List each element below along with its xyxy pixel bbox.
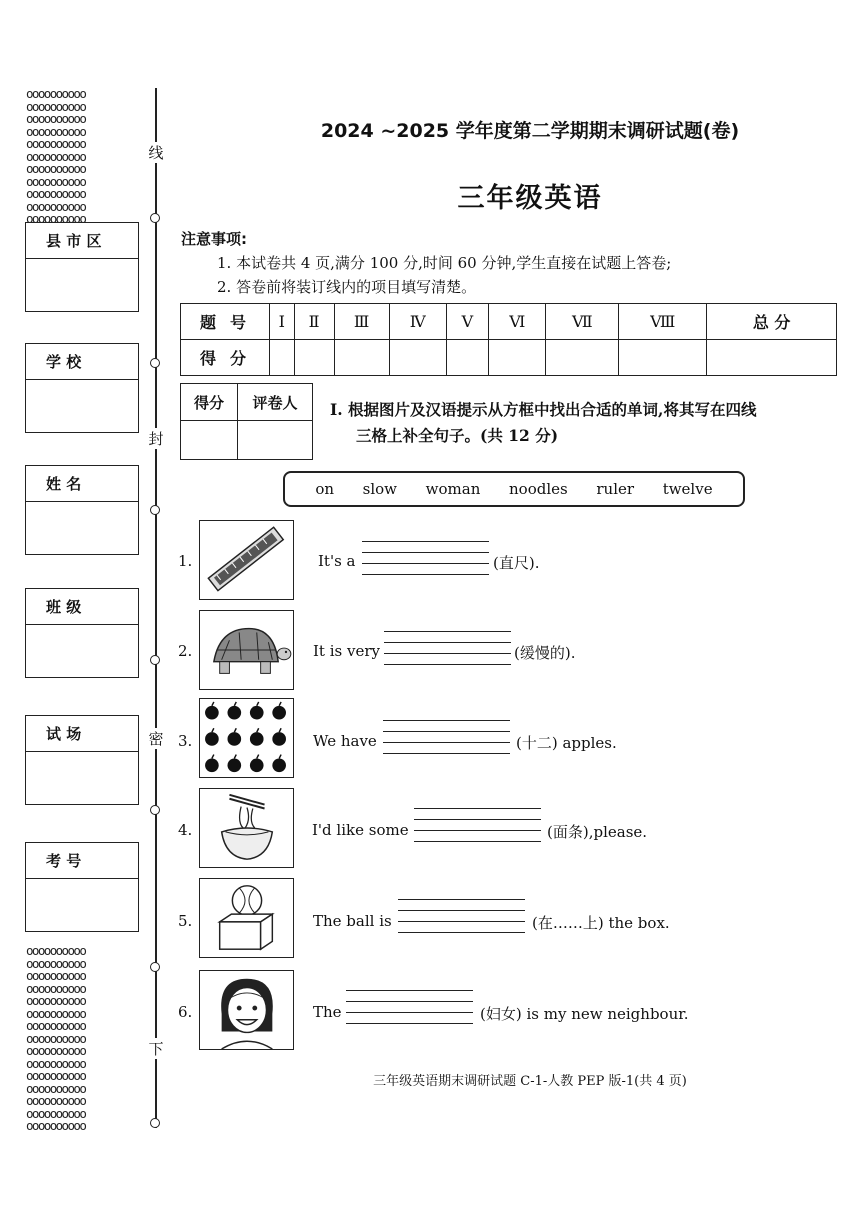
notes-item-2: 2. 答卷前将装订线内的项目填写清楚。	[217, 278, 477, 296]
question-2-text-before: It is very	[313, 642, 380, 660]
question-number: 3.	[178, 732, 193, 750]
question-3-text-before: We have	[313, 732, 377, 750]
noodles-picture	[199, 788, 294, 868]
question-1-text-after: (直尺).	[493, 554, 540, 572]
grader-name-label: 评卷人	[238, 384, 313, 421]
question-5-text-after: (在……上) the box.	[532, 914, 670, 932]
score-cell[interactable]	[546, 340, 619, 376]
binding-marker-mi: 密	[148, 730, 164, 748]
score-table-row2-label: 得分	[181, 340, 270, 376]
notes-item-1: 1. 本试卷共 4 页,满分 100 分,时间 60 分钟,学生直接在试题上答卷;	[217, 254, 672, 272]
answer-lines-5[interactable]	[398, 899, 525, 933]
score-cell[interactable]	[294, 340, 334, 376]
word-bank-item: woman	[425, 480, 481, 498]
word-bank-item: on	[315, 480, 335, 498]
answer-lines-4[interactable]	[414, 808, 541, 842]
score-table-col: Ⅵ	[489, 304, 546, 340]
binding-circle	[150, 505, 160, 515]
ball-on-box-picture	[199, 878, 294, 958]
score-table-total: 总 分	[707, 304, 837, 340]
school-field-box[interactable]	[25, 343, 139, 433]
score-table-col: Ⅲ	[334, 304, 389, 340]
exam-room-field-label: 试 场	[26, 716, 138, 752]
exam-number-field-box[interactable]	[25, 842, 139, 932]
question-4-text-before: I'd like some	[312, 821, 409, 839]
question-number: 1.	[178, 552, 193, 570]
notes-heading: 注意事项:	[181, 230, 247, 248]
decorative-circle-pattern-top: oooooooooo oooooooooo oooooooooo oooooooooo oooooooooo oooooooooo oooooooooo oooooooooo oooooooooo oooooooooo oooooooooo	[26, 86, 86, 226]
grader-table	[180, 383, 313, 460]
question-6-text-before: The	[313, 1003, 342, 1021]
question-1-text-before: It's a	[318, 552, 356, 570]
binding-circle	[150, 1118, 160, 1128]
score-table-col: Ⅰ	[270, 304, 295, 340]
ruler-picture	[199, 520, 294, 600]
binding-circle	[150, 358, 160, 368]
score-table	[180, 303, 837, 376]
score-cell[interactable]	[334, 340, 389, 376]
score-table-col: Ⅱ	[294, 304, 334, 340]
score-cell[interactable]	[707, 340, 837, 376]
word-bank	[283, 471, 745, 507]
score-table-col: Ⅴ	[446, 304, 488, 340]
woman-picture	[199, 970, 294, 1050]
section1-instruction-line1: Ⅰ. 根据图片及汉语提示从方框中找出合适的单词,将其写在四线	[330, 400, 757, 419]
binding-circle	[150, 655, 160, 665]
exam-subtitle: 三年级英语	[457, 183, 603, 214]
score-cell[interactable]	[389, 340, 446, 376]
grader-score-cell[interactable]	[181, 421, 238, 460]
tortoise-picture	[199, 610, 294, 690]
score-table-col: Ⅷ	[619, 304, 707, 340]
score-cell[interactable]	[489, 340, 546, 376]
binding-circle	[150, 213, 160, 223]
school-field-label: 学 校	[26, 344, 138, 380]
decorative-circle-pattern-bottom: oooooooooo oooooooooo oooooooooo oooooooooo oooooooooo oooooooooo oooooooooo oooooooooo oooooooooo oooooooooo oooooooooo oooooooooo oooooooooo oooooooooo oooooooooo	[26, 943, 86, 1133]
class-field-label: 班 级	[26, 589, 138, 625]
exam-number-field-label: 考 号	[26, 843, 138, 879]
answer-lines-2[interactable]	[384, 631, 511, 665]
county-field-label: 县 市 区	[26, 223, 138, 259]
binding-marker-xian: 线	[148, 144, 164, 162]
word-bank-item: noodles	[509, 480, 568, 498]
grader-name-cell[interactable]	[238, 421, 313, 460]
answer-lines-1[interactable]	[362, 541, 489, 575]
section1-instruction-line2: 三格上补全句子。(共 12 分)	[356, 426, 559, 445]
question-5-text-before: The ball is	[313, 912, 392, 930]
county-field-box[interactable]	[25, 222, 139, 312]
word-bank-item: slow	[362, 480, 398, 498]
score-cell[interactable]	[619, 340, 707, 376]
score-cell[interactable]	[270, 340, 295, 376]
name-field-label: 姓 名	[26, 466, 138, 502]
page-footer: 三年级英语期末调研试题 C-1-人教 PEP 版-1(共 4 页)	[373, 1074, 687, 1089]
exam-title: 2024 ~2025 学年度第二学期期末调研试题(卷)	[320, 120, 740, 142]
class-field-box[interactable]	[25, 588, 139, 678]
question-6-text-after: (妇女) is my new neighbour.	[480, 1005, 689, 1023]
score-table-row1-label: 题号	[181, 304, 270, 340]
binding-marker-feng: 封	[148, 430, 164, 448]
word-bank-item: ruler	[596, 480, 635, 498]
binding-circle	[150, 962, 160, 972]
name-field-box[interactable]	[25, 465, 139, 555]
question-number: 6.	[178, 1003, 193, 1021]
score-cell[interactable]	[446, 340, 488, 376]
answer-lines-3[interactable]	[383, 720, 510, 754]
score-table-col: Ⅳ	[389, 304, 446, 340]
question-number: 4.	[178, 821, 193, 839]
question-number: 5.	[178, 912, 193, 930]
question-4-text-after: (面条),please.	[547, 823, 648, 841]
question-3-text-after: (十二) apples.	[516, 734, 617, 752]
word-bank-item: twelve	[662, 480, 713, 498]
apples-picture	[199, 698, 294, 778]
grader-score-label: 得分	[181, 384, 238, 421]
question-2-text-after: (缓慢的).	[514, 644, 576, 662]
binding-marker-xia: 下	[148, 1040, 164, 1058]
question-number: 2.	[178, 642, 193, 660]
binding-circle	[150, 805, 160, 815]
score-table-col: Ⅶ	[546, 304, 619, 340]
exam-room-field-box[interactable]	[25, 715, 139, 805]
binding-line	[155, 88, 157, 1128]
answer-lines-6[interactable]	[346, 990, 473, 1024]
